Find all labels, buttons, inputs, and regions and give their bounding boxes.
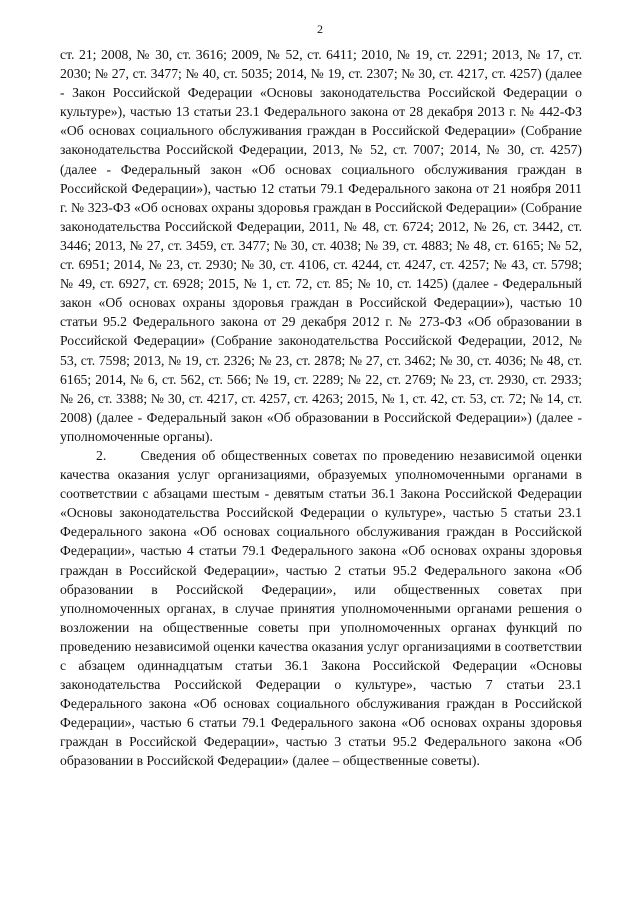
document-body bbox=[60, 45, 586, 771]
page-number: 2 bbox=[317, 22, 323, 36]
paragraph-2: 2. Сведения об общественных советах по проведению независимой оценки качества оказания услуг организациями, образуемых уполномоченными органами в соответствии с абзацами шестым - девятым статьи 36.1 Закона Российской Федерации «Основы законодательства Российской Федерации о культуре», частью 5 статьи 23.1 Федерального закона «Об основах социального обслуживания граждан в Российской Федерации», частью 4 статьи 79.1 Федерального закона «Об основах охраны здоровья граждан в Российской Федерации», частью 2 статьи 95.2 Федерального закона «Об образовании в Российской Федерации», или общественных советах при уполномоченных органах, в случае принятия уполномоченными органами решения о возложении на общественные советы при уполномоченных органах функций по проведению независимой оценки качества оказания услуг организациями в соответствии с абзацем одиннадцатым статьи 36.1 Закона Российской Федерации «Основы законодательства Российской Федерации о культуре», частью 7 статьи 23.1 Федерального закона «Об основах социального обслуживания граждан в Российской Федерации», частью 6 статьи 79.1 Федерального закона «Об основах охраны здоровья граждан в Российской Федерации», частью 3 статьи 95.2 Федерального закона «Об образовании в Российской Федерации» (далее – общественные советы). bbox=[60, 447, 586, 769]
paragraph-1: ст. 21; 2008, № 30, ст. 3616; 2009, № 52, ст. 6411; 2010, № 19, ст. 2291; 2013, № 17, ст. 2030; № 27, ст. 3477; № 40, ст. 5035; 2014, № 19, ст. 2307; № 30, ст. 4217, ст. 4257) (далее - Закон Российской Федерации «Основы законодательства Российской Федерации о культуре»), частью 13 статьи 23.1 Федерального закона от 28 декабря 2013 г. № 442-ФЗ «Об основах социального обслуживания граждан в Российской Федерации» (Собрание законодательства Российской Федерации, 2013, № 52, ст. 7007; 2014, № 30, ст. 4257) (далее - Федеральный закон «Об основах социального обслуживания граждан в Российской Федерации»), частью 12 статьи 79.1 Федерального закона от 21 ноября 2011 г. № 323-ФЗ «Об основах охраны здоровья граждан в Российской Федерации» (Собрание законодательства Российской Федерации, 2011, № 48, ст. 6724; 2012, № 26, ст. 3442, ст. 3446; 2013, № 27, ст. 3459, ст. 3477; № 30, ст. 4038; № 39, ст. 4883; № 48, ст. 6165; № 52, ст. 6951; 2014, № 23, ст. 2930; № 30, ст. 4106, ст. 4244, ст. 4247, ст. 4257; № 43, ст. 5798; № 49, ст. 6927, ст. 6928; 2015, № 1, ст. 72, ст. 85; № 10, ст. 1425) (далее - Федеральный закон «Об основах охраны здоровья граждан в Российской Федерации»), частью 10 статьи 95.2 Федерального закона от 29 декабря 2012 г. № 273-ФЗ «Об образовании в Российской Федерации» (Собрание законодательства Российской Федерации, 2012, № 53, ст. 7598; 2013, № 19, ст. 2326; № 23, ст. 2878; № 27, ст. 3462; № 30, ст. 4036; № 48, ст. 6165; 2014, № 6, ст. 562, ст. 566; № 19, ст. 2289; № 22, ст. 2769; № 23, ст. 2930, ст. 2933; № 26, ст. 3388; № 30, ст. 4217, ст. 4257, ст. 4263; 2015, № 1, ст. 42, ст. 53, ст. 72; № 14, ст. 2008) (далее - Федеральный закон «Об образовании в Российской Федерации») (далее - уполномоченные органы). bbox=[60, 47, 582, 444]
